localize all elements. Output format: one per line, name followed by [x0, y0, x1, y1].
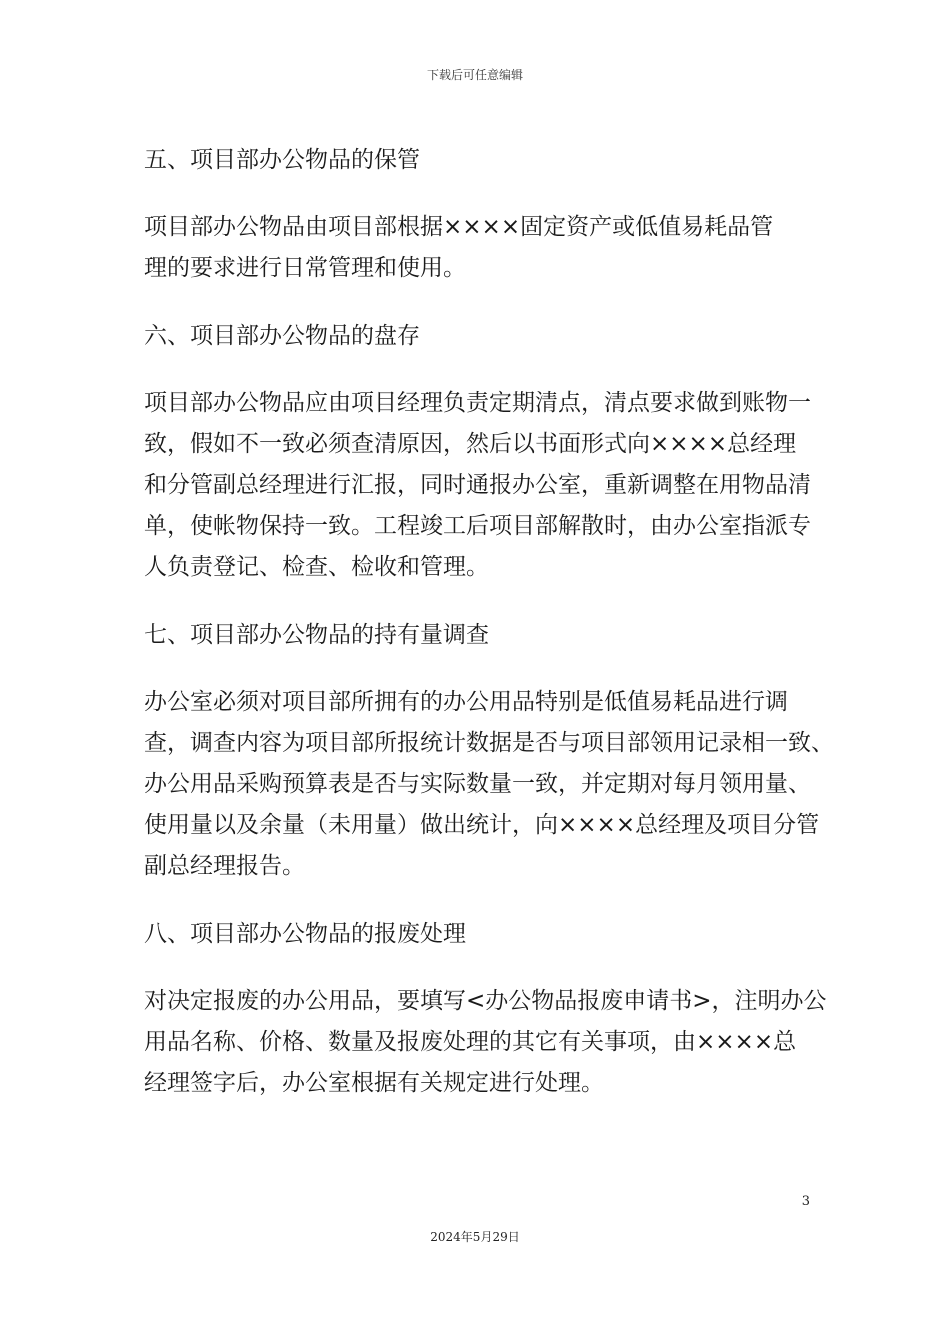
paragraph-line: 副总经理报告。 [144, 853, 305, 879]
paragraph-line: 办公室必须对项目部所拥有的办公用品特别是低值易耗品进行调 [144, 689, 788, 715]
paragraph-line: 办公用品采购预算表是否与实际数量一致，并定期对每月领用量、 [144, 771, 811, 797]
paragraph-line: 查，调查内容为项目部所报统计数据是否与项目部领用记录相一致、 [144, 730, 834, 756]
paragraph-line: 经理签字后，办公室根据有关规定进行处理。 [144, 1070, 604, 1096]
paragraph-line: 使用量以及余量（未用量）做出统计，向××××总经理及项目分管 [144, 812, 820, 838]
paragraph-line: 人负责登记、检查、检收和管理。 [144, 554, 489, 580]
section-paragraph-7 [144, 682, 834, 887]
footer-date: 2024年5月29日 [430, 1230, 520, 1244]
paragraph-line: 对决定报废的办公用品，要填写<办公物品报废申请书>，注明办公 [144, 988, 827, 1014]
section-paragraph-6 [144, 383, 834, 588]
paragraph-line: 单，使帐物保持一致。工程竣工后项目部解散时，由办公室指派专 [144, 513, 811, 539]
paragraph-line: 项目部办公物品由项目部根据××××固定资产或低值易耗品管 [144, 214, 774, 240]
section-paragraph-5 [144, 207, 834, 289]
section-heading-7: 七、项目部办公物品的持有量调查 [144, 622, 489, 648]
document-body [144, 140, 834, 1131]
paragraph-line: 项目部办公物品应由项目经理负责定期清点，清点要求做到账物一 [144, 390, 811, 416]
paragraph-line: 致，假如不一致必须查清原因，然后以书面形式向××××总经理 [144, 431, 797, 457]
section-paragraph-8 [144, 981, 834, 1104]
section-heading-6: 六、项目部办公物品的盘存 [144, 323, 420, 349]
paragraph-line: 理的要求进行日常管理和使用。 [144, 255, 466, 281]
paragraph-line: 用品名称、价格、数量及报废处理的其它有关事项，由××××总 [144, 1029, 797, 1055]
paragraph-line: 和分管副总经理进行汇报，同时通报办公室，重新调整在用物品清 [144, 472, 811, 498]
section-heading-8: 八、项目部办公物品的报废处理 [144, 921, 466, 947]
page-number: 3 [801, 1194, 810, 1209]
header-note: 下载后可任意编辑 [426, 68, 523, 82]
section-heading-5: 五、项目部办公物品的保管 [144, 147, 420, 173]
